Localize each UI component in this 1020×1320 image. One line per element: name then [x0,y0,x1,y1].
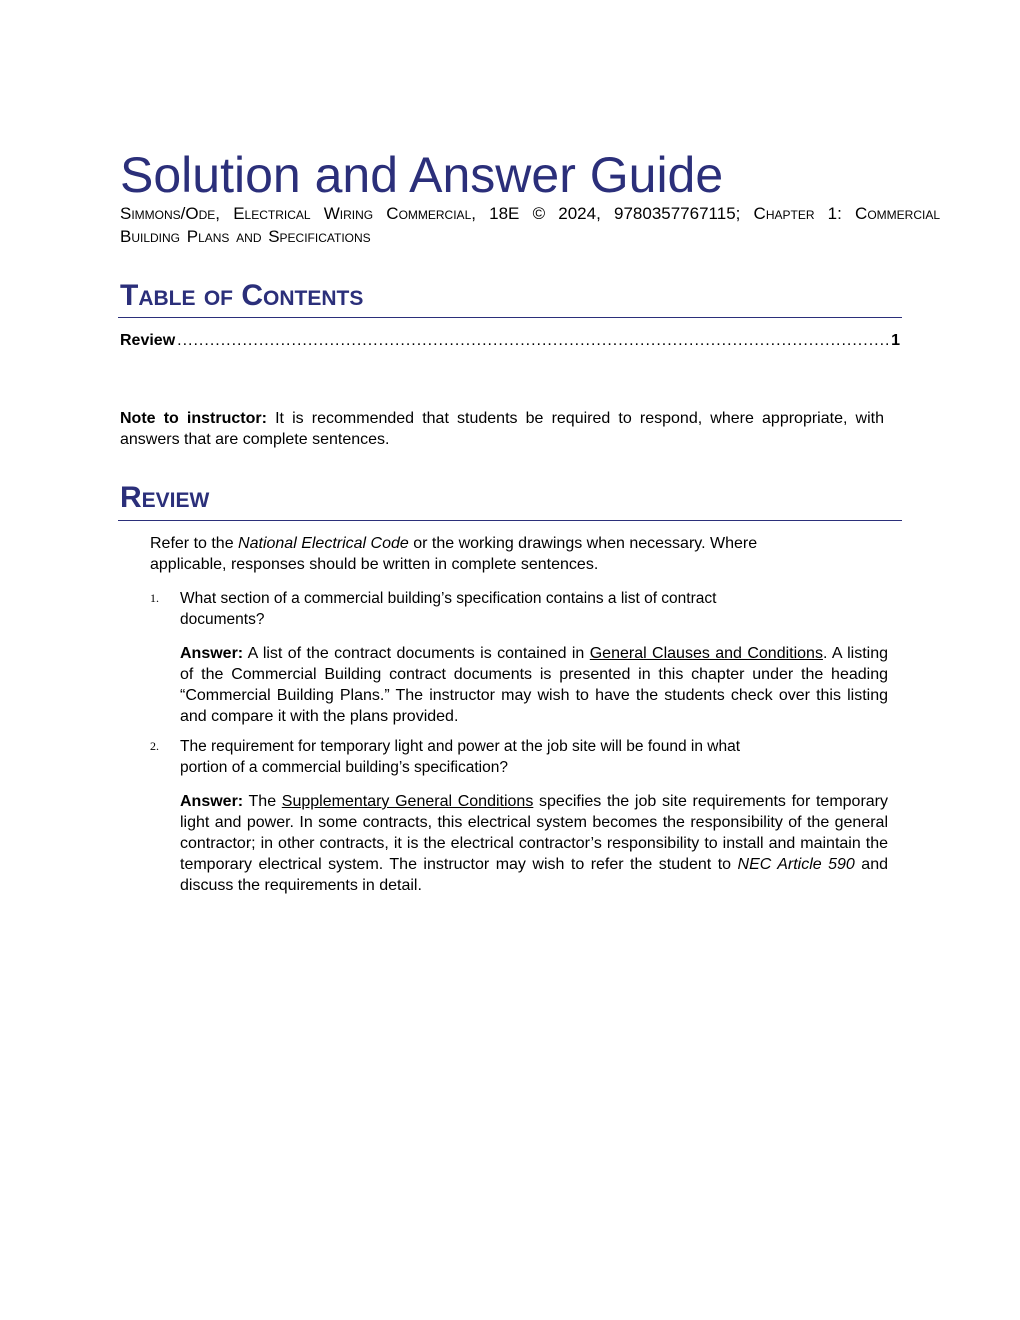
toc-entry-review[interactable] [120,331,900,351]
answer-2-text-after: and discuss the requirements in detail. [180,856,888,894]
answer-2-text-before: The [243,793,282,810]
document-subtitle: Simmons/Ode, Electrical Wiring Commercial, 18E © 2024, 9780357767115; Chapter 1: Commercial Building Plans and Specifications [120,204,940,246]
toc-entry-label: Review [120,332,176,349]
intro-italic-code: National Electrical Code [238,535,409,552]
answer-2-text-mid: specifies the job site requirements for temporary light and power. In some contracts, this electrical system becomes the responsibility of the general contractor; in other contracts, it is the electrical contractor’s responsibility to install and maintain the temporary electrical system. The instructor may wish to refer the student to [180,793,888,873]
note-label: Note to instructor: [120,410,267,427]
review-divider [118,520,902,521]
intro-text-after: or the working drawings when necessary. Where applicable, responses should be written in complete sentences. [150,535,758,573]
answer-2-italic: NEC Article 590 [737,856,855,873]
intro-text-before: Refer to the [150,535,239,552]
note-text: It is recommended that students be required to respond, where appropriate, with answers that are complete sentences. [120,410,885,448]
question-1-number: 1. [150,591,159,605]
question-1-text: What section of a commercial building’s specification contains a list of contract documents? [180,590,717,628]
answer-1-underlined: General Clauses and Conditions [589,645,823,662]
question-2-number: 2. [150,739,159,753]
toc-heading: Table of Contents [120,279,364,312]
answer-2-underlined: Supplementary General Conditions [281,793,534,810]
question-1 [150,588,790,630]
answer-2-label: Answer: [180,793,244,810]
toc-divider [118,317,902,318]
answer-1-text-before: A list of the contract documents is contained in [243,645,590,662]
instructor-note [120,408,884,450]
toc-entry-page: 1 [891,332,900,349]
toc-leader-dots [177,331,889,351]
answer-1-text-after: . A listing of the Commercial Building contract documents is presented in this chapter under the heading “Commercial Building Plans.” The instructor may wish to have the students check over this listing and compare it with the plans provided. [180,645,889,725]
answer-2 [180,791,888,896]
review-heading: Review [120,481,210,514]
question-2 [150,736,790,778]
document-title: Solution and Answer Guide [120,147,724,203]
answer-1 [180,643,888,727]
review-intro [150,533,812,575]
question-2-text: The requirement for temporary light and power at the job site will be found in what portion of a commercial building’s specification? [180,738,741,776]
answer-1-label: Answer: [180,645,244,662]
